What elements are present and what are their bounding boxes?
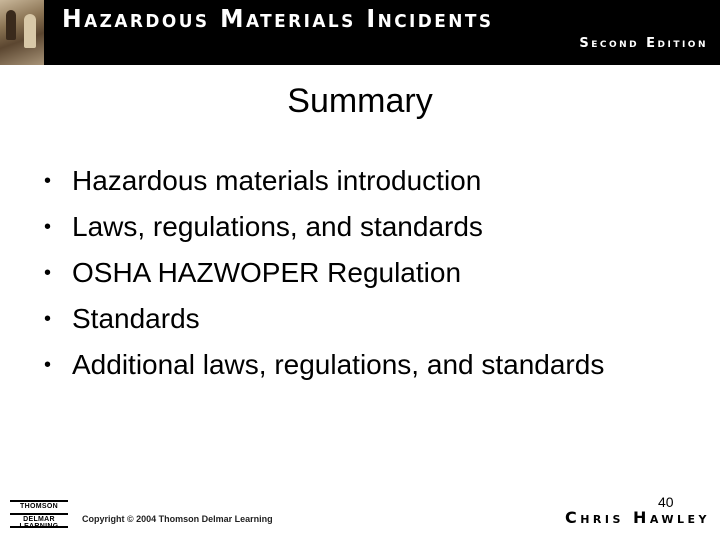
bullet-item xyxy=(44,298,604,344)
bullet-item xyxy=(44,160,604,206)
bullet-icon: • xyxy=(44,170,52,192)
bullet-icon: • xyxy=(44,308,52,330)
bullet-text: Standards xyxy=(72,303,200,334)
bullet-text: Laws, regulations, and standards xyxy=(72,211,483,242)
banner-title: Hazardous Materials Incidents xyxy=(62,4,494,33)
logo-rule-top xyxy=(10,500,68,502)
publisher-name-top: THOMSON xyxy=(20,503,58,510)
firefighter-figure-dark xyxy=(6,10,16,40)
copyright-notice: Copyright © 2004 Thomson Delmar Learning xyxy=(82,514,273,524)
firefighter-figure-light xyxy=(24,14,36,48)
logo-rule-bottom xyxy=(10,526,68,528)
bullet-item xyxy=(44,252,604,298)
firefighter-photo xyxy=(0,0,44,65)
bullet-icon: • xyxy=(44,354,52,376)
bullet-icon: • xyxy=(44,216,52,238)
bullet-text: Additional laws, regulations, and standards xyxy=(72,349,605,380)
bullet-list xyxy=(44,160,604,390)
publisher-logo xyxy=(10,500,68,528)
publisher-name-bottom: DELMAR xyxy=(23,516,55,523)
page-number: 40 xyxy=(658,494,674,510)
slide-title: Summary xyxy=(287,82,433,120)
header-banner xyxy=(0,0,720,65)
bullet-text: Hazardous materials introduction xyxy=(72,165,482,196)
author-name: Chris Hawley xyxy=(564,508,710,527)
bullet-item xyxy=(44,344,604,390)
bullet-text: OSHA HAZWOPER Regulation xyxy=(72,257,462,288)
bullet-item xyxy=(44,206,604,252)
bullet-icon: • xyxy=(44,262,52,284)
banner-subtitle: Second Edition xyxy=(579,36,708,51)
logo-rule-middle xyxy=(10,513,68,515)
